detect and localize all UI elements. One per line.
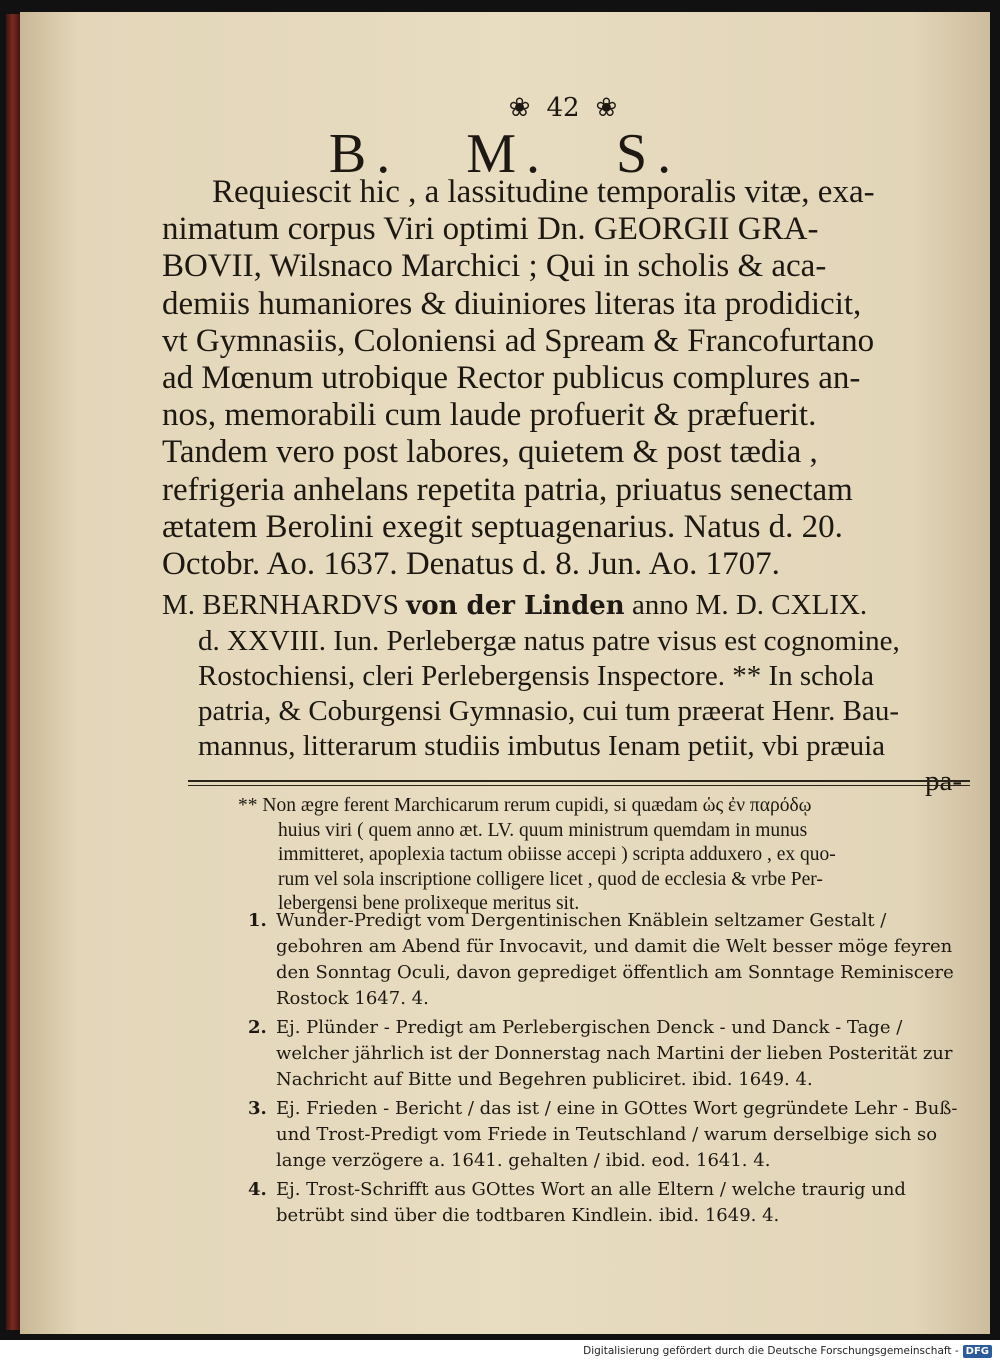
text-line: ad Mœnum utrobique Rector publicus complures an- — [162, 360, 861, 397]
footnote-line: ** Non ægre ferent Marchicarum rerum cupidi, si quædam ὡς ἐν παρόδῳ — [238, 795, 812, 816]
footnote-line: lebergensi bene prolixeque meritus sit. — [278, 893, 580, 914]
text-line: demiis humaniores & diuiniores literas ita prodidicit, — [162, 285, 862, 322]
credit-text: Digitalisierung gefördert durch die Deutsche Forschungsgemeinschaft - — [583, 1345, 959, 1357]
text-line: BOVII, Wilsnaco Marchici ; Qui in scholis & aca- — [162, 248, 827, 285]
entry-number: 1. — [248, 910, 267, 931]
footnote-line: huius viri ( quem anno æt. LV. quum ministrum quemdam in munus — [278, 819, 808, 841]
bibliography-list — [248, 908, 972, 1232]
text-line: refrigeria anhelans repetita patria, priuatus senectam — [162, 471, 853, 508]
bibliography-entry — [248, 1096, 972, 1174]
page-title: B. M. S. — [328, 123, 682, 185]
text-line: patria, & Coburgensi Gymnasio, cui tum præerat Henr. Bau- — [198, 695, 899, 727]
text-line: Tandem vero post labores, quietem & post tædia , — [162, 434, 818, 471]
epitaph-text — [162, 174, 962, 583]
entry-text: Ej. Frieden - Bericht / das ist / eine in GOttes Wort gegründete Lehr - Buß- und Trost-Predigt vom Friede in Teutschland / warum derselbige sich so lange verzögere a. 1641. gehalten / ibid. eod. 1641. 4. — [276, 1098, 958, 1171]
text-line — [162, 588, 962, 624]
text-line: Requiescit hic , a lassitudine temporalis vitæ, exa- — [212, 174, 875, 210]
flower-ornament-icon: ❀ — [595, 93, 618, 123]
entry-number: 3. — [248, 1098, 267, 1119]
bibliography-entry — [248, 1177, 972, 1229]
entry-number: 4. — [248, 1179, 267, 1200]
name-fraktur: von der Linden — [406, 591, 625, 621]
text-line: nos, memorabili cum laude profuerit & præfuerit. — [162, 397, 817, 434]
flower-ornament-icon: ❀ — [508, 93, 531, 123]
catchword: pa- — [924, 765, 962, 797]
text-line: d. XXVIII. Iun. Perlebergæ natus patre visus est cognomine, — [198, 625, 900, 657]
footnote-line: rum vel sola inscriptione colligere licet , quod de ecclesia & vrbe Per- — [278, 868, 823, 890]
bernhardus-paragraph — [162, 588, 962, 799]
date-text: anno M. D. CXLIX. — [631, 589, 868, 621]
bibliography-entry — [248, 1015, 972, 1093]
text-line: vt Gymnasiis, Coloniensi ad Spream & Francofurtano — [162, 322, 875, 359]
page-number: 42 — [546, 93, 580, 123]
text-line: Rostochiensi, cleri Perlebergensis Inspectore. ** In schola — [198, 660, 874, 692]
text-line: ætatem Berolini exegit septuagenarius. Natus d. 20. — [162, 508, 843, 545]
name-roman: M. BERNHARDVS — [162, 589, 399, 621]
dfg-logo: DFG — [963, 1345, 992, 1358]
entry-text: Ej. Plünder - Predigt am Perlebergischen Denck - und Danck - Tage / welcher jährlich ist der Donnerstag nach Martini der lieben Posterität zur Nachricht auf Bitte und Begehren publiciret. ibid. 1649. 4. — [276, 1017, 953, 1090]
text-line: nimatum corpus Viri optimi Dn. GEORGII GRA- — [162, 211, 819, 248]
footnote-line: immitteret, apoplexia tactum obiisse accepi ) scripta adduxero , ex quo- — [278, 844, 836, 865]
bibliography-entry — [248, 908, 972, 1012]
entry-number: 2. — [248, 1017, 267, 1038]
entry-text: Wunder-Predigt vom Dergentinischen Knäblein seltzamer Gestalt / gebohren am Abend für Invocavit, und damit die Welt besser möge feyren den Sonntag Oculi, davon geprediget öffentlich am Sonntage Reminiscere Rostock 1647. 4. — [276, 910, 954, 1009]
footnote — [238, 794, 968, 917]
footnote-divider — [188, 780, 970, 786]
book-page — [20, 12, 990, 1334]
text-line: mannus, litterarum studiis imbutus Ienam petiit, vbi præuia — [198, 730, 886, 762]
entry-text: Ej. Trost-Schrifft aus GOttes Wort an alle Eltern / welche traurig und betrübt sind über die todtbaren Kindlein. ibid. 1649. 4. — [276, 1179, 906, 1226]
text-line: Octobr. Ao. 1637. Denatus d. 8. Jun. Ao. 1707. — [162, 546, 780, 583]
digitization-credit-bar — [0, 1340, 1000, 1362]
